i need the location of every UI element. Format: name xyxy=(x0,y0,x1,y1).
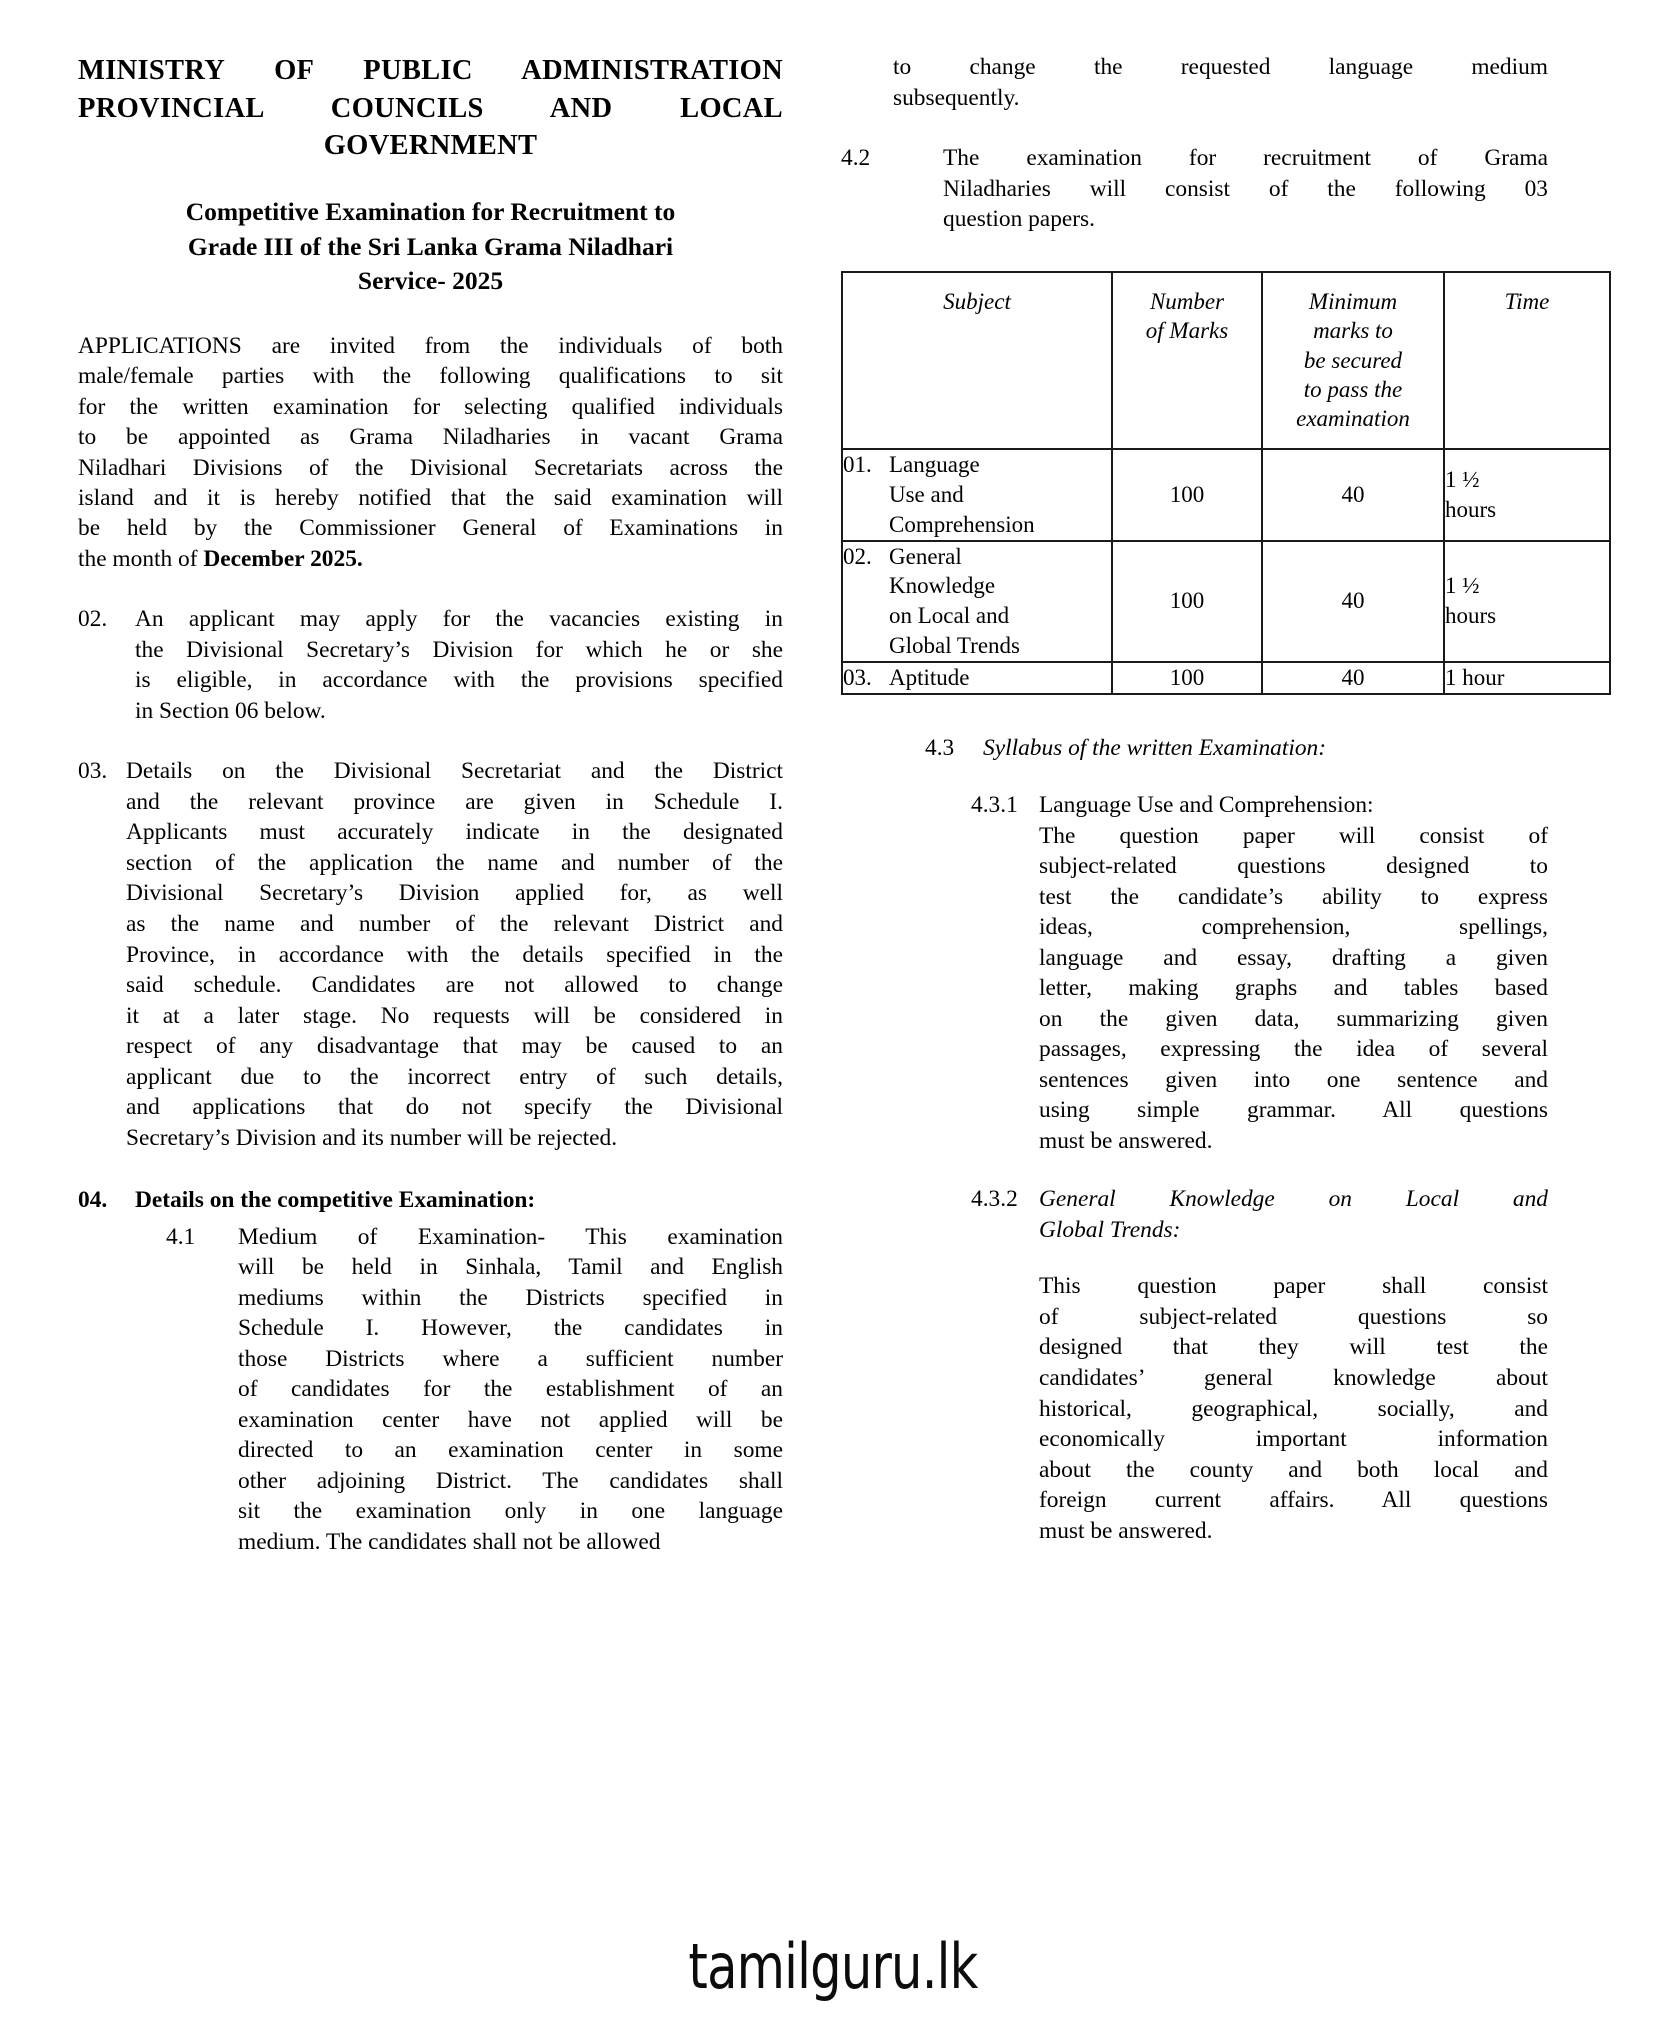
continuation-paragraph xyxy=(841,52,1548,113)
clause-4-1-line: mediums within the Districts specified in xyxy=(238,1284,783,1311)
clause-4-3-1-line: letter, making graphs and tables based xyxy=(1039,975,1548,1002)
clause-02-number: 02. xyxy=(78,606,108,633)
clause-4-3-2-spacer xyxy=(1039,1245,1548,1271)
clause-03-line: said schedule. Candidates are not allowed to change xyxy=(126,972,783,999)
marks-table-header-row xyxy=(842,272,1610,449)
header-min-line-4: to pass the xyxy=(1303,376,1403,402)
row-1-subject xyxy=(842,449,1112,541)
row-3-time-line-1: 1 hour xyxy=(1445,665,1505,691)
clause-02-line: the Divisional Secretary’s Division for which he or she xyxy=(135,636,783,663)
ministry-title-line-1: MINISTRY OF PUBLIC ADMINISTRATION xyxy=(78,55,783,86)
header-min-line-1: Minimum xyxy=(1308,288,1398,314)
intro-paragraph xyxy=(78,331,783,574)
clause-4-3-2-body xyxy=(1039,1184,1548,1546)
clause-4-1-line: those Districts where a sufficient number xyxy=(238,1345,783,1372)
intro-line: to be appointed as Grama Niladharies in vacant Grama xyxy=(78,424,783,451)
clause-4-3-1-line: subject-related questions designed to xyxy=(1039,853,1548,880)
row-2-subject-text-2: Knowledge xyxy=(889,573,996,599)
clause-04-number: 04. xyxy=(78,1187,108,1214)
marks-table-head xyxy=(842,272,1610,449)
clause-4-1-line: examination center have not applied will be xyxy=(238,1406,783,1433)
row-1-subject-text-2: Use and xyxy=(889,481,964,507)
row-1-time-line-1: 1 ½ xyxy=(1445,466,1480,492)
header-minimum-marks xyxy=(1262,272,1444,449)
clause-4-1-number: 4.1 xyxy=(166,1223,196,1250)
clause-4-1-line: directed to an examination center in some xyxy=(238,1437,783,1464)
row-3-subject-text-1: Aptitude xyxy=(889,665,970,691)
row-1-time-line-2: hours xyxy=(1445,496,1497,522)
clause-4-3-1-line: on the given data, summarizing given xyxy=(1039,1005,1548,1032)
exam-title-line-2: Grade III of the Sri Lanka Grama Niladhari xyxy=(187,231,674,261)
row-2-subject-text-4: Global Trends xyxy=(889,633,1020,659)
row-2-subject-text-1: General xyxy=(889,543,962,569)
clause-4-3-1 xyxy=(841,790,1548,1156)
header-min-line-5: examination xyxy=(1296,406,1410,432)
clause-4-3-2-line: candidates’ general knowledge about xyxy=(1039,1365,1548,1391)
clause-03-line: respect of any disadvantage that may be caused to an xyxy=(126,1033,783,1060)
row-2-spacer-3 xyxy=(843,631,889,661)
clause-03-line: Province, in accordance with the details specified in the xyxy=(126,941,783,968)
row-3-subject xyxy=(842,662,1112,694)
table-row xyxy=(842,662,1610,694)
row-2-subject-line-2 xyxy=(843,571,1111,601)
row-1-subject-line-2 xyxy=(843,480,1111,510)
intro-final-prefix: the month of xyxy=(78,545,204,572)
clause-4-3 xyxy=(841,735,1548,762)
clause-03-line: section of the application the name and number of the xyxy=(126,849,783,876)
intro-line: island and it is hereby notified that the said examination will xyxy=(78,484,783,511)
clause-4-3-1-line: using simple grammar. All questions xyxy=(1039,1097,1548,1124)
clause-4-2-line: The examination for recruitment of Grama xyxy=(943,145,1548,172)
clause-4-3-2-heading-line-1: General Knowledge on Local and xyxy=(1039,1186,1548,1213)
clause-4-3-1-line: must be answered. xyxy=(1039,1127,1213,1154)
clause-02-line: An applicant may apply for the vacancies existing in xyxy=(135,606,783,633)
header-min-line-3: be secured xyxy=(1303,347,1403,373)
ministry-title xyxy=(78,52,783,165)
clause-4-3-2-line: historical, geographical, socially, and xyxy=(1039,1395,1548,1422)
clause-4-3-2-number: 4.3.2 xyxy=(971,1186,1018,1213)
clause-04-title: Details on the competitive Examination: xyxy=(135,1187,536,1214)
clause-4-3-2-line: economically important information xyxy=(1039,1426,1548,1453)
clause-4-2-line: question papers. xyxy=(943,206,1096,233)
clause-03 xyxy=(78,756,783,1153)
row-1-subject-text-3: Comprehension xyxy=(889,511,1035,537)
clause-02-line: is eligible, in accordance with the provisions specified xyxy=(135,667,783,694)
intro-line: Niladhari Divisions of the Divisional Secretariats across the xyxy=(78,454,783,481)
row-3-index: 03. xyxy=(843,665,872,691)
header-marks-line-2: of Marks xyxy=(1145,318,1229,344)
header-subject xyxy=(842,272,1112,449)
ministry-title-line-2: PROVINCIAL COUNCILS AND LOCAL xyxy=(78,92,783,124)
clause-03-line: it at a later stage. No requests will be considered in xyxy=(126,1002,783,1029)
header-time-line: Time xyxy=(1504,288,1550,314)
clause-04-heading xyxy=(78,1185,783,1215)
row-2-subject-line-1 xyxy=(843,542,1111,572)
clause-4-3-2-line: designed that they will test the xyxy=(1039,1334,1548,1361)
row-1-subject-line-3 xyxy=(843,510,1111,540)
row-2-spacer-2 xyxy=(843,601,889,631)
clause-4-1-line: Schedule I. However, the candidates in xyxy=(238,1315,783,1342)
clause-4-1-line: Medium of Examination- This examination xyxy=(238,1223,783,1250)
clause-4-1-line: of candidates for the establishment of an xyxy=(238,1376,783,1403)
clause-03-number: 03. xyxy=(78,758,108,785)
exam-title xyxy=(78,195,783,299)
header-marks-line-1: Number xyxy=(1149,288,1225,314)
clause-4-1-line: sit the examination only in one language xyxy=(238,1498,783,1525)
exam-title-line-3: Service- 2025 xyxy=(357,266,504,296)
clause-4-3-1-line: sentences given into one sentence and xyxy=(1039,1066,1548,1093)
clause-02-body xyxy=(135,604,783,726)
clause-4-3-1-number: 4.3.1 xyxy=(971,791,1018,818)
row-2-minimum: 40 xyxy=(1262,541,1444,663)
left-column xyxy=(78,52,813,1558)
header-time xyxy=(1444,272,1610,449)
row-1-time xyxy=(1444,449,1610,541)
clause-4-3-2-line: This question paper shall consist xyxy=(1039,1273,1548,1300)
clause-4-3-1-line: The question paper will consist of xyxy=(1039,822,1548,849)
exam-title-line-1: Competitive Examination for Recruitment to xyxy=(185,196,676,226)
clause-4-3-1-line: ideas, comprehension, spellings, xyxy=(1039,914,1548,941)
row-1-subject-line-1 xyxy=(843,450,1111,480)
header-subject-line: Subject xyxy=(943,288,1011,314)
intro-line: APPLICATIONS are invited from the individuals of both xyxy=(78,332,783,359)
row-3-subject-line-1 xyxy=(843,663,1111,693)
clause-4-1-line: will be held in Sinhala, Tamil and English xyxy=(238,1254,783,1281)
row-2-spacer-1 xyxy=(843,571,889,601)
clause-4-1-body xyxy=(238,1222,783,1558)
clause-4-2-number: 4.2 xyxy=(841,145,871,172)
ministry-title-line-3: GOVERNMENT xyxy=(323,130,538,162)
clause-02 xyxy=(78,604,783,726)
row-2-subject-text-3: on Local and xyxy=(889,603,1010,629)
clause-4-3-2-line: of subject-related questions so xyxy=(1039,1303,1548,1330)
clause-4-3-2-line: about the county and both local and xyxy=(1039,1456,1548,1483)
right-column xyxy=(813,52,1548,1546)
clause-02-line: in Section 06 below. xyxy=(135,697,326,724)
row-2-subject xyxy=(842,541,1112,663)
marks-table-body xyxy=(842,449,1610,694)
clause-4-3-number: 4.3 xyxy=(925,734,955,761)
intro-line: for the written examination for selecting qualified individuals xyxy=(78,393,783,420)
marks-table-container xyxy=(841,271,1548,695)
clause-4-1-line: other adjoining District. The candidates shall xyxy=(238,1467,783,1494)
header-number-of-marks xyxy=(1112,272,1262,449)
row-2-time-line-1: 1 ½ xyxy=(1445,573,1480,599)
clause-03-line: Applicants must accurately indicate in the designated xyxy=(126,819,783,846)
row-1-subject-text-1: Language xyxy=(889,451,980,477)
clause-4-2-body xyxy=(943,143,1548,235)
table-row xyxy=(842,541,1610,663)
clause-4-3-1-line: language and essay, drafting a given xyxy=(1039,944,1548,971)
intro-line: male/female parties with the following qualifications to sit xyxy=(78,363,783,390)
clause-03-line: Details on the Divisional Secretariat and the District xyxy=(126,758,783,785)
row-2-subject-line-4 xyxy=(843,631,1111,661)
clause-03-body xyxy=(126,756,783,1153)
clause-4-3-1-body xyxy=(1039,790,1548,1156)
row-2-time-line-2: hours xyxy=(1445,603,1497,629)
clause-4-2 xyxy=(841,143,1548,235)
intro-exam-month: December 2025. xyxy=(203,545,363,572)
row-3-time xyxy=(1444,662,1610,694)
clause-4-3-2-heading-line-2: Global Trends: xyxy=(1039,1216,1181,1243)
clause-4-3-2-line: foreign current affairs. All questions xyxy=(1039,1487,1548,1514)
clause-03-line: Secretary’s Division and its number will be rejected. xyxy=(126,1124,618,1151)
clause-4-2-line: Niladharies will consist of the following 03 xyxy=(943,175,1548,202)
row-3-minimum: 40 xyxy=(1262,662,1444,694)
clause-03-line: Divisional Secretary’s Division applied for, as well xyxy=(126,880,783,907)
row-2-time xyxy=(1444,541,1610,663)
table-row xyxy=(842,449,1610,541)
clause-03-line: and the relevant province are given in Schedule I. xyxy=(126,788,783,815)
clause-4-3-2-line: must be answered. xyxy=(1039,1517,1213,1544)
clause-4-3-heading: Syllabus of the written Examination: xyxy=(983,734,1327,761)
clause-4-1-line: medium. The candidates shall not be allowed xyxy=(238,1528,661,1555)
intro-line: be held by the Commissioner General of Examinations in xyxy=(78,515,783,542)
clause-4-3-2 xyxy=(841,1184,1548,1546)
clause-4-3-1-line: passages, expressing the idea of several xyxy=(1039,1036,1548,1063)
clause-03-line: as the name and number of the relevant District and xyxy=(126,911,783,937)
continuation-line: subsequently. xyxy=(893,84,1020,111)
row-1-marks: 100 xyxy=(1112,449,1262,541)
row-1-spacer-2 xyxy=(843,510,889,540)
header-min-line-2: marks to xyxy=(1313,318,1393,344)
clause-4-1 xyxy=(78,1222,783,1558)
row-2-subject-line-3 xyxy=(843,601,1111,631)
clause-03-line: applicant due to the incorrect entry of such details, xyxy=(126,1063,783,1090)
continuation-line: to change the requested language medium xyxy=(893,54,1548,80)
row-3-marks: 100 xyxy=(1112,662,1262,694)
row-1-spacer-1 xyxy=(843,480,889,510)
row-2-marks: 100 xyxy=(1112,541,1262,663)
clause-4-3-1-heading: Language Use and Comprehension: xyxy=(1039,791,1374,818)
row-2-index: 02. xyxy=(843,543,872,569)
clause-03-line: and applications that do not specify the Divisional xyxy=(126,1094,783,1121)
row-1-minimum: 40 xyxy=(1262,449,1444,541)
clause-4-3-1-line: test the candidate’s ability to express xyxy=(1039,883,1548,910)
row-1-index: 01. xyxy=(843,451,872,477)
watermark-tamilguru: tamilguru.lk xyxy=(688,1930,978,2003)
exam-marks-table xyxy=(841,271,1611,695)
intro-line-final xyxy=(78,544,783,574)
